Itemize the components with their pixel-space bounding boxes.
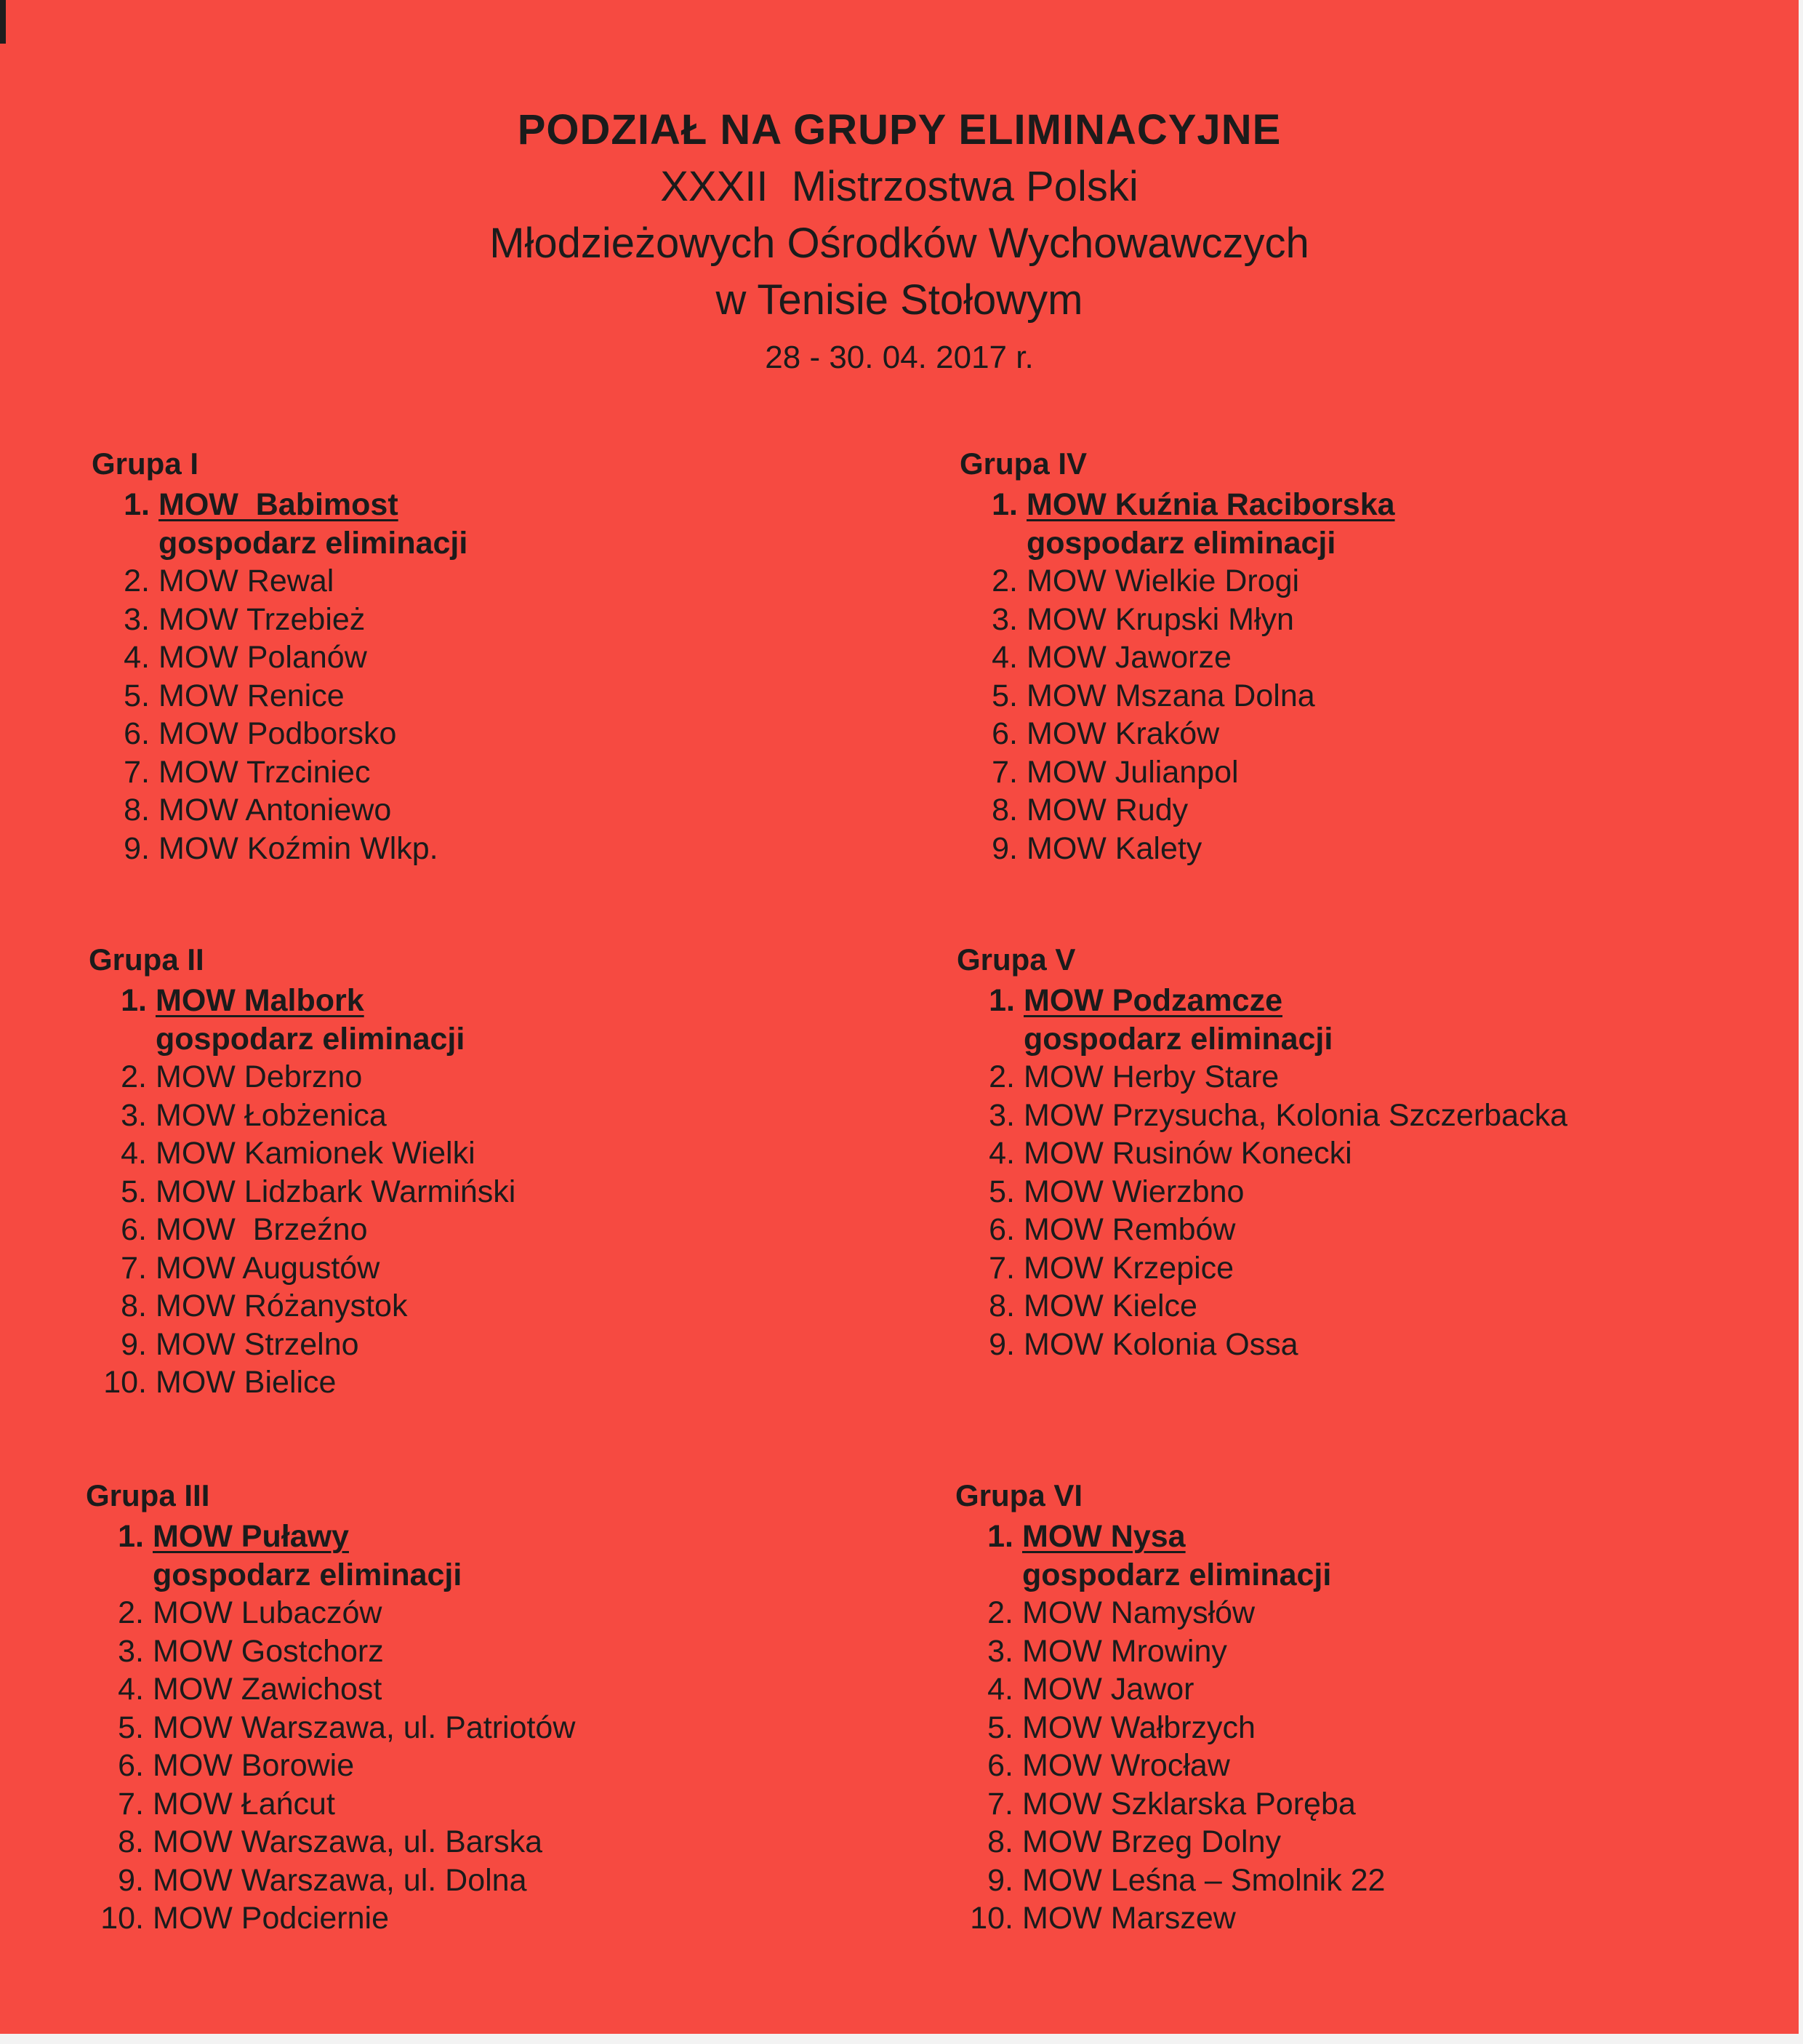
subtitle-line-2: Młodzieżowych Ośrodków Wychowawczych (489, 220, 1309, 267)
team-row (86, 1632, 922, 1671)
team-row (955, 1899, 1791, 1938)
group-name: Grupa III (86, 1478, 210, 1512)
team-row (92, 677, 928, 716)
team-number: 3. (118, 1633, 144, 1669)
team-row (86, 1747, 922, 1785)
team-row (89, 1211, 925, 1249)
team-name: MOW Borowie (153, 1748, 355, 1783)
team-name: MOW Podborsko (158, 716, 397, 751)
team-name: MOW Podzamcze (1024, 983, 1282, 1018)
team-name: MOW Przysucha, Kolonia Szczerbacka (1024, 1097, 1567, 1133)
team-number: 5. (118, 1710, 144, 1745)
team-row (92, 638, 928, 677)
team-row (960, 601, 1796, 639)
team-number: 4. (124, 640, 150, 675)
team-number: 1. (989, 983, 1015, 1018)
team-name: MOW Herby Stare (1024, 1059, 1280, 1094)
team-row (960, 562, 1796, 601)
team-row (92, 601, 928, 639)
team-number: 1. (121, 983, 147, 1018)
team-number: 9. (992, 830, 1018, 866)
team-name: MOW Brzeźno (156, 1212, 368, 1247)
team-name: MOW Brzeg Dolny (1022, 1824, 1282, 1859)
team-row (960, 638, 1796, 677)
team-name: MOW Rudy (1027, 793, 1189, 827)
team-name: MOW Marszew (1022, 1901, 1236, 1936)
team-row (957, 1287, 1793, 1326)
team-name: MOW Zawichost (153, 1672, 382, 1707)
team-number: 4. (989, 1136, 1015, 1171)
team-row (957, 1249, 1793, 1288)
team-row (86, 1709, 922, 1747)
team-number: 4. (992, 640, 1018, 675)
team-name: MOW Polanów (158, 640, 367, 675)
team-name: MOW Puławy (153, 1519, 349, 1554)
team-name: MOW Babimost (158, 487, 398, 522)
team-name: MOW Wałbrzych (1022, 1710, 1256, 1745)
host-note: gospodarz eliminacji (158, 525, 468, 561)
host-note-row (960, 524, 1796, 563)
host-note-row (86, 1556, 922, 1595)
team-name: MOW Jaworze (1027, 640, 1232, 675)
team-row (89, 1097, 925, 1135)
team-number: 1. (992, 487, 1018, 522)
team-name: MOW Krzepice (1024, 1250, 1234, 1286)
team-name: MOW Lubaczów (153, 1595, 382, 1630)
team-number: 5. (121, 1174, 147, 1209)
group-3 (86, 1475, 922, 1938)
team-row (89, 1249, 925, 1288)
team-name: MOW Kalety (1027, 830, 1202, 866)
host-note: gospodarz eliminacji (156, 1021, 465, 1057)
team-row (955, 1785, 1791, 1824)
team-number: 9. (987, 1862, 1013, 1898)
team-name: MOW Kuźnia Raciborska (1027, 487, 1395, 522)
team-row (960, 677, 1796, 716)
team-name: MOW Wielkie Drogi (1027, 564, 1300, 598)
team-row (86, 1861, 922, 1900)
group-name: Grupa I (92, 446, 199, 481)
team-number: 3. (121, 1097, 147, 1133)
group-name: Grupa V (957, 942, 1076, 977)
team-name: MOW Jawor (1022, 1672, 1194, 1707)
team-row (92, 791, 928, 830)
group-name: Grupa IV (960, 446, 1088, 481)
group-1 (92, 444, 928, 867)
team-row (957, 1097, 1793, 1135)
team-number: 7. (124, 754, 150, 790)
team-name: MOW Rusinów Konecki (1024, 1136, 1352, 1171)
team-number: 2. (987, 1595, 1013, 1630)
subtitle-line-1: XXXII Mistrzostwa Polski (660, 163, 1139, 210)
host-team-row (957, 982, 1793, 1020)
team-number: 7. (987, 1786, 1013, 1821)
team-row (89, 1363, 925, 1402)
team-name: MOW Warszawa, ul. Barska (153, 1824, 542, 1859)
team-number: 4. (118, 1672, 144, 1707)
host-note: gospodarz eliminacji (1022, 1557, 1332, 1592)
team-number: 3. (124, 601, 150, 637)
team-number: 7. (121, 1250, 147, 1286)
team-name: MOW Szklarska Poręba (1022, 1786, 1356, 1821)
scan-border-bottom (0, 2034, 1803, 2044)
team-name: MOW Łobżenica (156, 1097, 387, 1133)
team-name: MOW Kielce (1024, 1288, 1197, 1323)
team-number: 8. (992, 793, 1018, 827)
team-name: MOW Debrzno (156, 1059, 363, 1094)
team-row (957, 1326, 1793, 1364)
team-row (89, 1287, 925, 1326)
host-team-row (955, 1518, 1791, 1556)
team-number: 9. (121, 1326, 147, 1362)
team-name: MOW Łańcut (153, 1786, 335, 1821)
team-row (955, 1632, 1791, 1671)
team-number: 8. (118, 1824, 144, 1859)
team-name: MOW Trzciniec (158, 754, 371, 790)
team-number: 5. (987, 1710, 1013, 1745)
host-note: gospodarz eliminacji (1027, 525, 1336, 561)
team-number: 2. (989, 1059, 1015, 1094)
team-number: 6. (121, 1212, 147, 1247)
group-2 (89, 939, 925, 1402)
team-number: 2. (118, 1595, 144, 1630)
host-note: gospodarz eliminacji (1024, 1021, 1333, 1057)
document-header (0, 102, 1799, 387)
team-name: MOW Krupski Młyn (1027, 601, 1294, 637)
team-name: MOW Wierzbno (1024, 1174, 1245, 1209)
host-team-row (92, 486, 928, 524)
host-team-row (89, 982, 925, 1020)
team-name: MOW Warszawa, ul. Dolna (153, 1862, 527, 1898)
team-number: 4. (987, 1672, 1013, 1707)
host-note: gospodarz eliminacji (153, 1557, 462, 1592)
subtitle-line-3: w Tenisie Stołowym (715, 276, 1083, 324)
document-title: PODZIAŁ NA GRUPY ELIMINACYJNE (517, 106, 1282, 153)
team-name: MOW Bielice (156, 1365, 337, 1400)
team-number: 4. (121, 1136, 147, 1171)
team-row (86, 1823, 922, 1861)
group-5 (957, 939, 1793, 1363)
team-name: MOW Rewal (158, 564, 334, 598)
group-name: Grupa II (89, 942, 204, 977)
team-number: 9. (118, 1862, 144, 1898)
group-4 (960, 444, 1796, 867)
team-row (92, 753, 928, 792)
team-row (955, 1861, 1791, 1900)
team-name: MOW Rembów (1024, 1212, 1236, 1247)
host-team-row (960, 486, 1796, 524)
team-name: MOW Renice (158, 678, 345, 713)
team-number: 6. (987, 1748, 1013, 1783)
host-note-row (955, 1556, 1791, 1595)
team-number: 8. (121, 1288, 147, 1323)
host-team-row (86, 1518, 922, 1556)
team-name: MOW Kamionek Wielki (156, 1136, 475, 1171)
team-row (957, 1134, 1793, 1173)
team-number: 1. (987, 1519, 1013, 1554)
team-row (86, 1785, 922, 1824)
team-name: MOW Gostchorz (153, 1633, 384, 1669)
team-row (86, 1670, 922, 1709)
team-row (955, 1670, 1791, 1709)
scan-corner-mark (0, 0, 6, 44)
team-row (957, 1211, 1793, 1249)
team-name: MOW Augustów (156, 1250, 380, 1286)
team-number: 10. (103, 1365, 147, 1400)
host-note-row (92, 524, 928, 563)
team-row (89, 1173, 925, 1211)
team-name: MOW Strzelno (156, 1326, 359, 1362)
team-number: 6. (118, 1748, 144, 1783)
scan-border-right (1799, 0, 1803, 2044)
team-number: 5. (992, 678, 1018, 713)
host-note-row (89, 1020, 925, 1059)
team-row (92, 562, 928, 601)
team-number: 6. (992, 716, 1018, 751)
team-number: 10. (100, 1901, 144, 1936)
team-name: MOW Koźmin Wlkp. (158, 830, 438, 866)
team-name: MOW Malbork (156, 983, 364, 1018)
team-name: MOW Julianpol (1027, 754, 1239, 790)
team-number: 9. (989, 1326, 1015, 1362)
team-number: 6. (989, 1212, 1015, 1247)
team-name: MOW Mszana Dolna (1027, 678, 1315, 713)
team-number: 1. (118, 1519, 144, 1554)
team-name: MOW Namysłów (1022, 1595, 1256, 1630)
team-number: 3. (989, 1097, 1015, 1133)
team-name: MOW Podciernie (153, 1901, 389, 1936)
team-name: MOW Leśna – Smolnik 22 (1022, 1862, 1386, 1898)
team-row (960, 791, 1796, 830)
team-number: 9. (124, 830, 150, 866)
team-number: 2. (992, 564, 1018, 598)
team-row (86, 1899, 922, 1938)
team-number: 7. (989, 1250, 1015, 1286)
team-number: 8. (124, 793, 150, 827)
team-number: 6. (124, 716, 150, 751)
team-row (92, 830, 928, 868)
host-note-row (957, 1020, 1793, 1059)
group-6 (955, 1475, 1791, 1938)
team-number: 2. (121, 1059, 147, 1094)
team-name: MOW Lidzbark Warmiński (156, 1174, 516, 1209)
team-row (960, 753, 1796, 792)
team-number: 2. (124, 564, 150, 598)
group-name: Grupa VI (955, 1478, 1083, 1512)
team-row (89, 1326, 925, 1364)
team-number: 3. (987, 1633, 1013, 1669)
team-name: MOW Warszawa, ul. Patriotów (153, 1710, 576, 1745)
team-number: 7. (992, 754, 1018, 790)
team-row (960, 830, 1796, 868)
team-name: MOW Kolonia Ossa (1024, 1326, 1298, 1362)
team-row (960, 715, 1796, 753)
team-row (955, 1594, 1791, 1632)
event-date: 28 - 30. 04. 2017 r. (765, 340, 1034, 375)
team-number: 5. (989, 1174, 1015, 1209)
team-row (955, 1709, 1791, 1747)
team-row (957, 1173, 1793, 1211)
team-number: 3. (992, 601, 1018, 637)
team-name: MOW Różanystok (156, 1288, 408, 1323)
team-row (89, 1058, 925, 1097)
team-row (92, 715, 928, 753)
team-row (89, 1134, 925, 1173)
team-number: 5. (124, 678, 150, 713)
team-name: MOW Wrocław (1022, 1748, 1230, 1783)
team-row (957, 1058, 1793, 1097)
team-row (86, 1594, 922, 1632)
team-number: 10. (970, 1901, 1013, 1936)
team-name: MOW Trzebież (158, 601, 366, 637)
team-name: MOW Kraków (1027, 716, 1220, 751)
team-row (955, 1747, 1791, 1785)
team-name: MOW Mrowiny (1022, 1633, 1227, 1669)
team-name: MOW Nysa (1022, 1519, 1186, 1554)
team-number: 8. (989, 1288, 1015, 1323)
team-number: 1. (124, 487, 150, 522)
team-number: 8. (987, 1824, 1013, 1859)
team-number: 7. (118, 1786, 144, 1821)
team-name: MOW Antoniewo (158, 793, 392, 827)
team-row (955, 1823, 1791, 1861)
